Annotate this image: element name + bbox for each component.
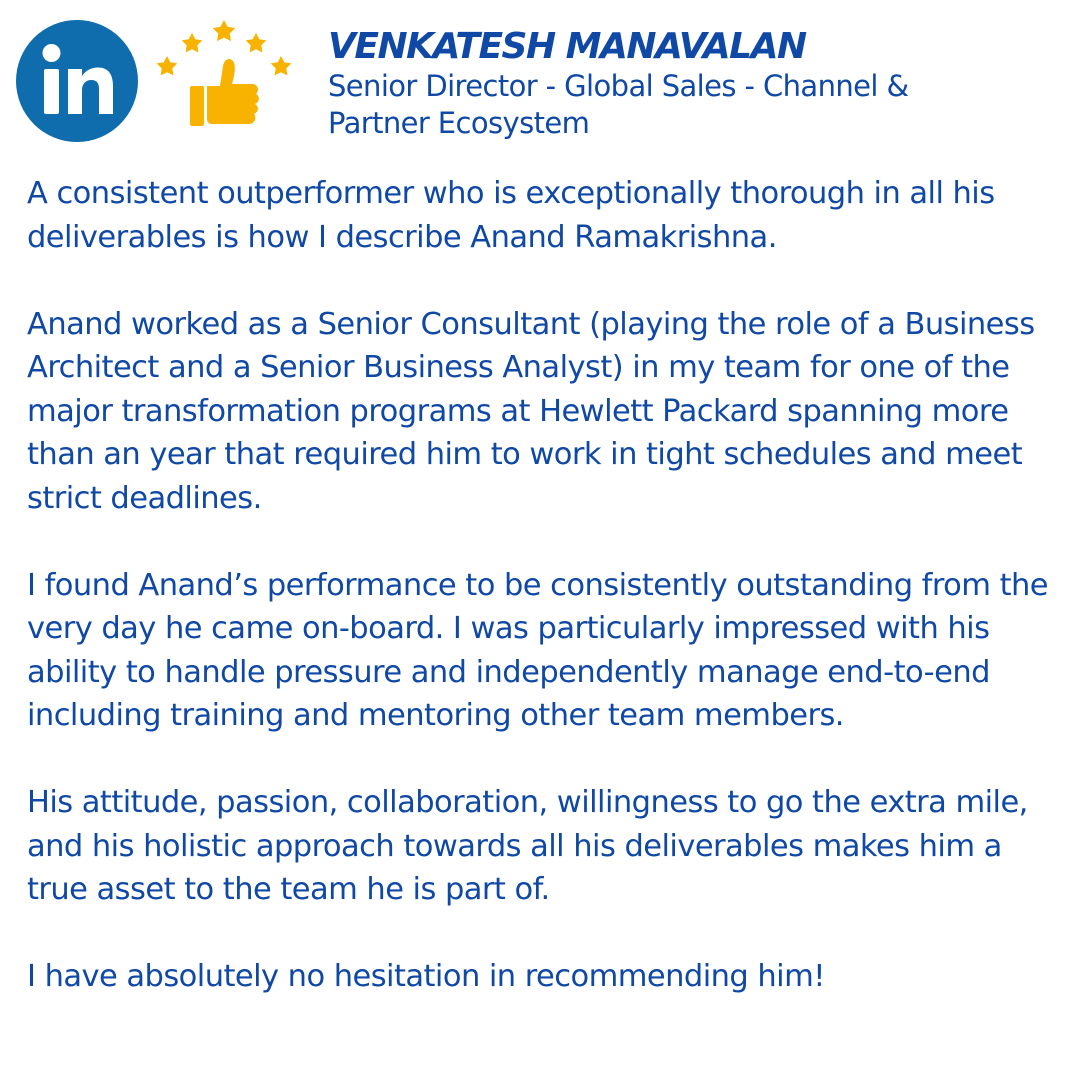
testimonial-paragraph: A consistent outperformer who is exceptionally thorough in all his deliverables is how I describe Anand Ramakrishna. <box>27 176 995 255</box>
testimonial-paragraph: His attitude, passion, collaboration, willingness to go the extra mile, and his holistic approach towards all his deliverables makes him a true asset to the team he is part of. <box>27 785 1028 907</box>
thumb-cuff <box>190 86 204 126</box>
star-icon <box>246 33 267 52</box>
author-title: Senior Director - Global Sales - Channel & Partner Ecosystem <box>328 69 909 140</box>
linkedin-logo-icon <box>16 20 138 142</box>
author-block <box>328 26 1048 142</box>
header <box>0 0 1080 160</box>
thumb-hand <box>207 59 259 124</box>
testimonial-paragraph: Anand worked as a Senior Consultant (playing the role of a Business Architect and a Senior Business Analyst) in my team for one of the major transformation programs at Hewlett Packard spanning more than an year that required him to work in tight schedules and meet strict deadlines. <box>27 306 1035 516</box>
testimonial-body <box>27 172 1062 999</box>
thumbs-up-stars-icon <box>150 14 298 134</box>
star-icon <box>271 56 292 75</box>
testimonial-paragraph: I found Anand’s performance to be consistently outstanding from the very day he came on-board. I was particularly impressed with his ability to handle pressure and independently manage end-to-end including training and mentoring other team members. <box>27 567 1048 733</box>
testimonial-paragraph: I have absolutely no hesitation in recommending him! <box>27 959 825 994</box>
star-icon <box>182 33 203 52</box>
star-icon <box>213 20 235 41</box>
author-name: VENKATESH MANAVALAN <box>328 26 806 67</box>
star-icon <box>157 56 178 75</box>
